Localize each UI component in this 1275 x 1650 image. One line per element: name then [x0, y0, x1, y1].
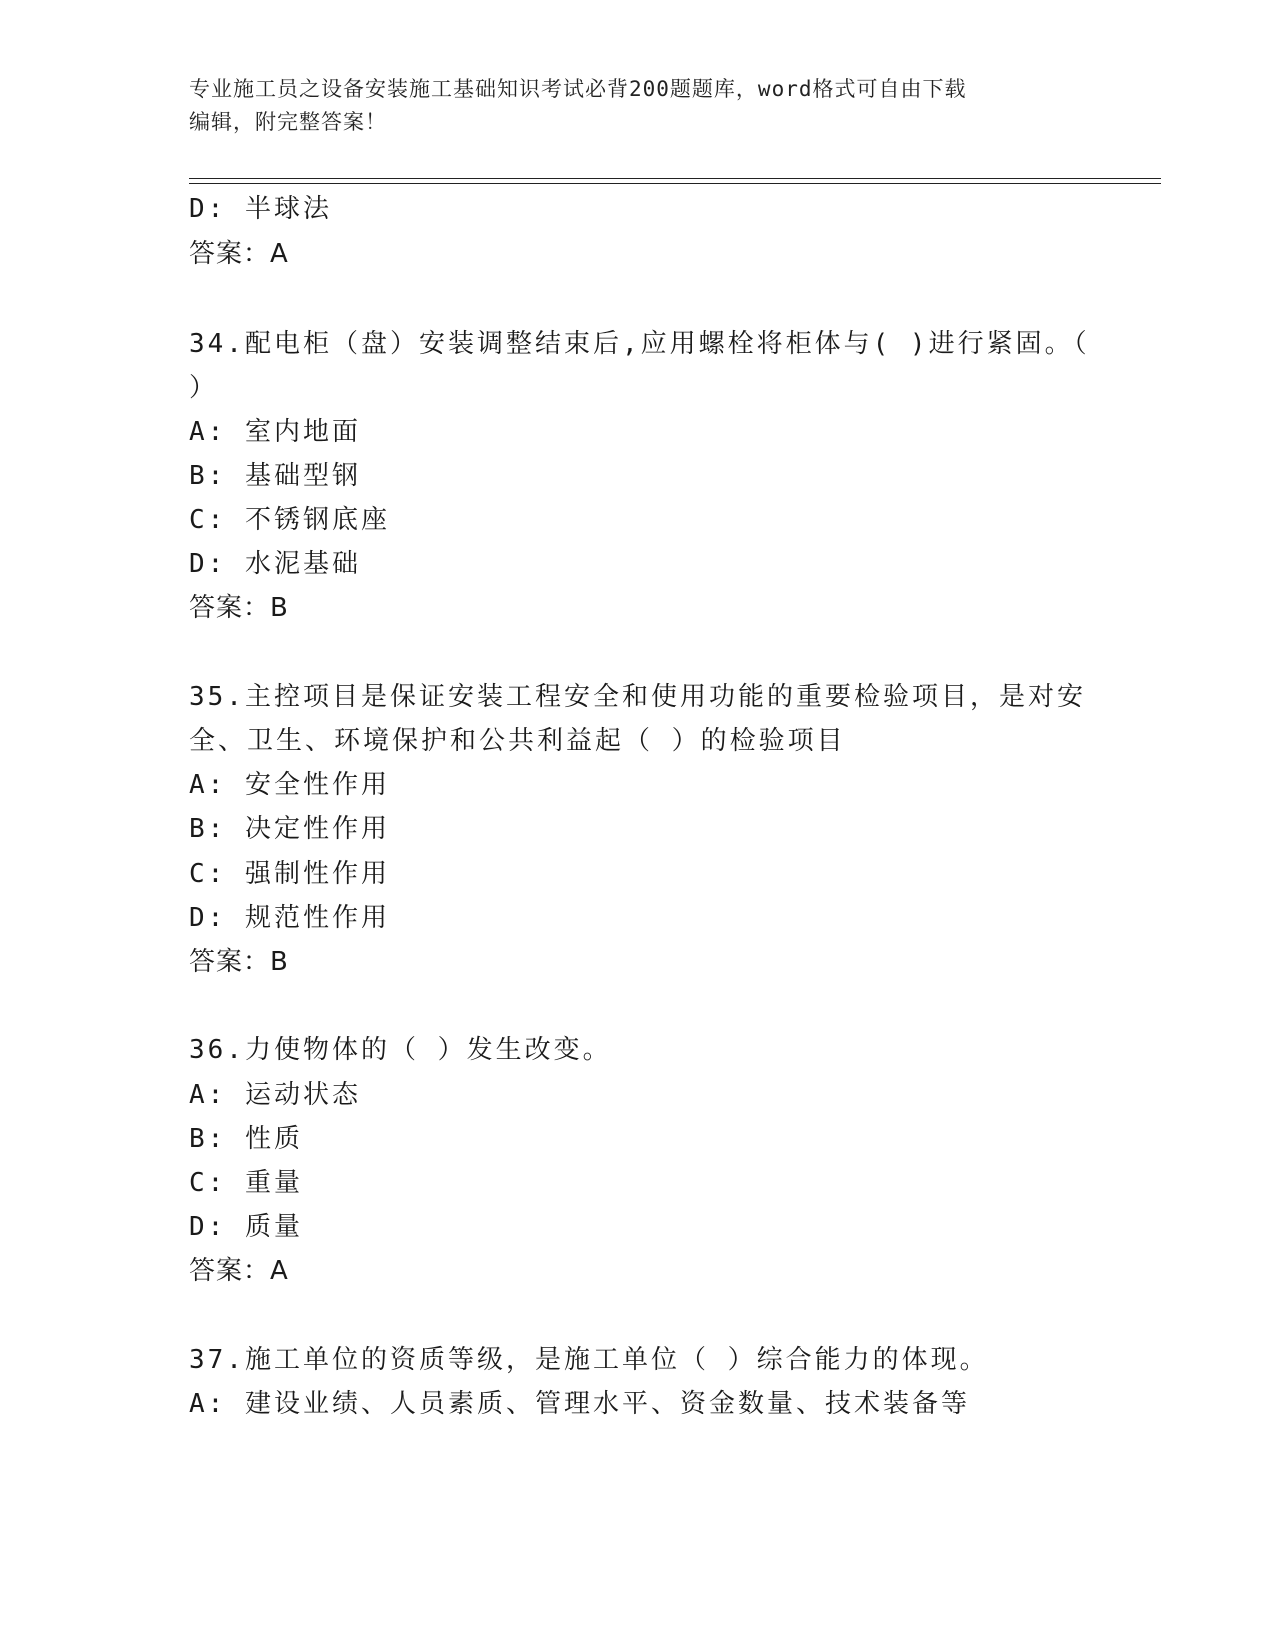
answer-q33: 答案：A: [189, 239, 289, 269]
question-35-stem-cont: 全、卫生、环境保护和公共利益起（ ）的检验项目: [189, 726, 846, 756]
question-34-option-c: C: 不锈钢底座: [189, 505, 390, 535]
question-36-option-c: C: 重量: [189, 1168, 303, 1198]
question-36-stem: 36.力使物体的（ ）发生改变。: [189, 1035, 612, 1065]
question-34-option-b: B: 基础型钢: [189, 461, 361, 491]
document-header: [189, 73, 1089, 139]
question-34-option-d: D: 水泥基础: [189, 549, 361, 579]
question-35-option-a: A: 安全性作用: [189, 770, 390, 800]
question-35-stem: 35.主控项目是保证安装工程安全和使用功能的重要检验项目，是对安: [189, 682, 1086, 712]
answer-q34: 答案：B: [189, 593, 289, 623]
question-36-option-a: A: 运动状态: [189, 1080, 361, 1110]
header-title-line1: 专业施工员之设备安装施工基础知识考试必背200题题库，word格式可自由下载: [189, 77, 967, 101]
question-37-option-a: A: 建设业绩、人员素质、管理水平、资金数量、技术装备等: [189, 1389, 970, 1419]
answer-q35: 答案：B: [189, 947, 289, 977]
header-title-line2: 编辑，附完整答案！: [189, 110, 387, 134]
question-34-option-a: A: 室内地面: [189, 417, 361, 447]
question-34-stem-cont: ）: [189, 373, 219, 403]
header-divider-top: [189, 178, 1161, 179]
question-36-option-d: D: 质量: [189, 1212, 303, 1242]
question-36-option-b: B: 性质: [189, 1124, 303, 1154]
question-35-option-b: B: 决定性作用: [189, 814, 390, 844]
question-35-option-c: C: 强制性作用: [189, 859, 390, 889]
header-divider-bottom: [189, 183, 1161, 184]
option-d-q33: D: 半球法: [189, 194, 332, 224]
question-34-stem: 34.配电柜（盘）安装调整结束后,应用螺栓将柜体与( )进行紧固。（: [189, 329, 1090, 359]
question-35-option-d: D: 规范性作用: [189, 903, 390, 933]
answer-q36: 答案：A: [189, 1256, 289, 1286]
question-37-stem: 37.施工单位的资质等级，是施工单位（ ）综合能力的体现。: [189, 1345, 989, 1375]
